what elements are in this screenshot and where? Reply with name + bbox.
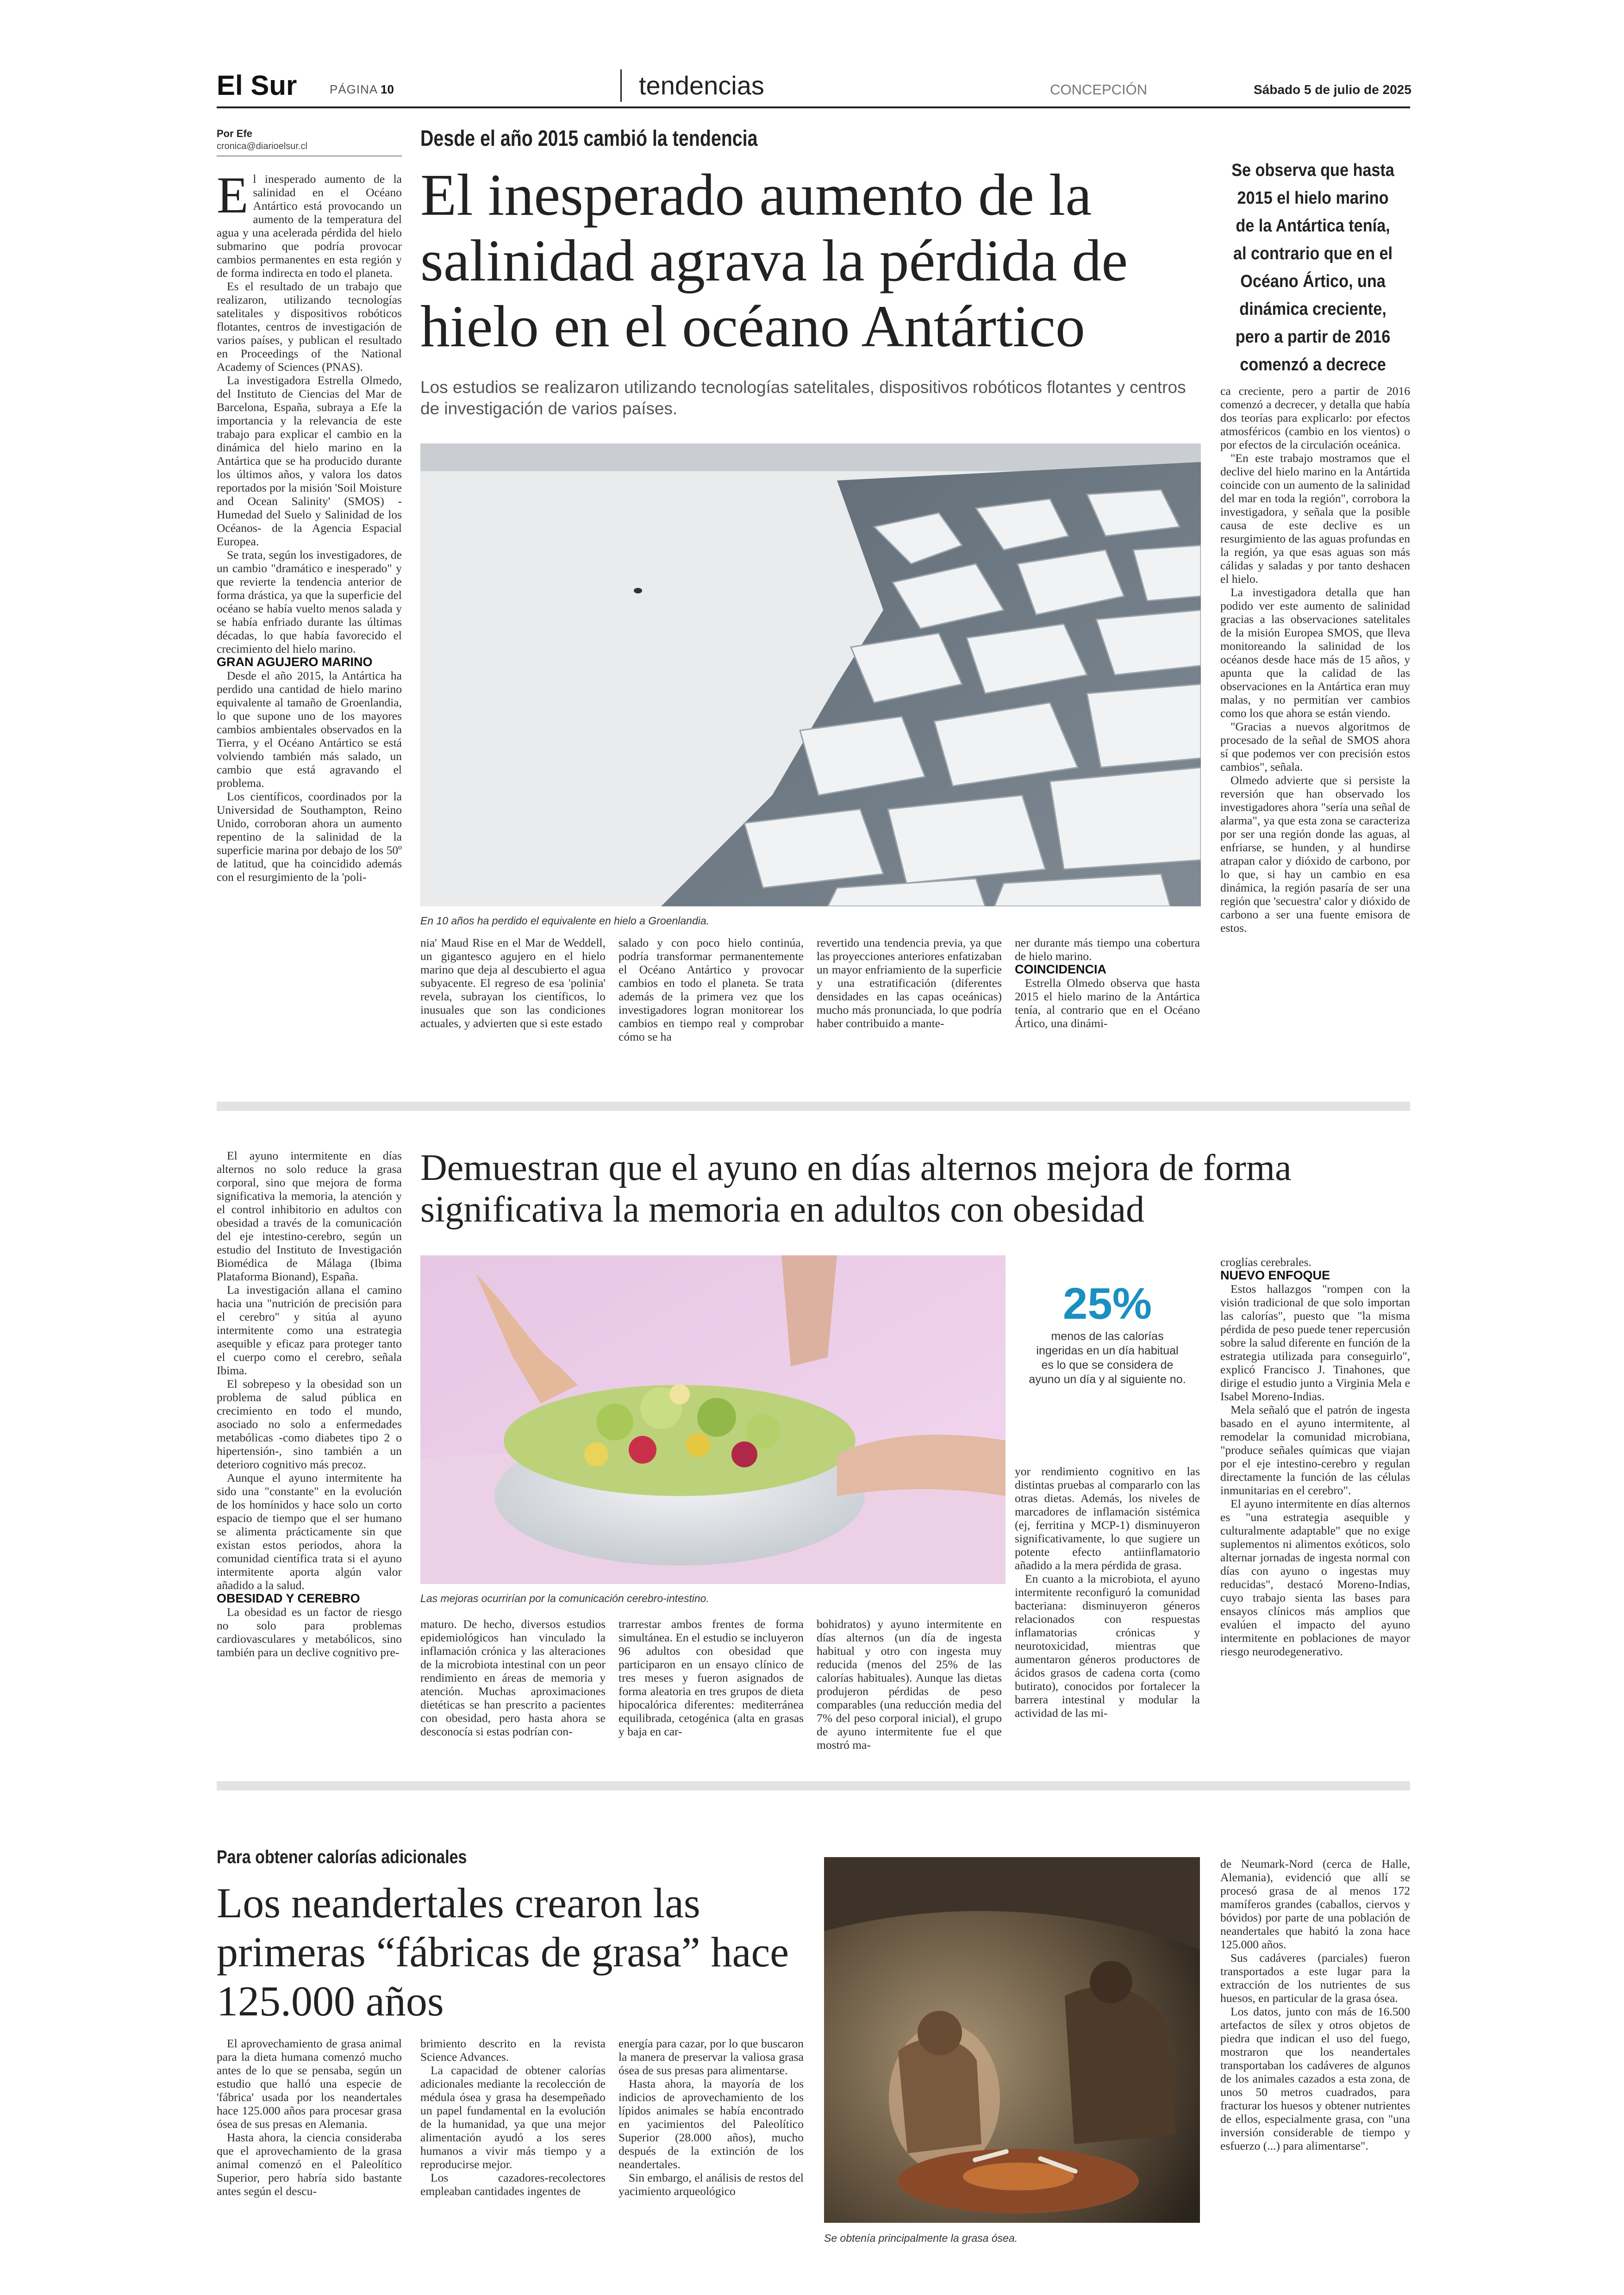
subhead-gran-agujero: GRAN AGUJERO MARINO	[217, 655, 373, 669]
article-column-4: revertido una tendencia previa, ya que las proyecciones anteriores enfatizaban un mayor enfriamiento de la superficie y una estratificación (diferentes densidades en las capas oceánicas) mucho más pronunciada, lo que podría haber contribuido a mante-	[817, 936, 1002, 1030]
article3-column-4: de Neumark-Nord (cerca de Halle, Alemania), evidenció que allí se procesó grasa de al menos 172 mamíferos grandes (caballos, ciervos y bóvidos) por parte de una población de neandertales que habitó la zona hace 125.000 años. Sus cadáveres (parciales) fueron transportados a este lugar para la extracción de los nutrientes de sus huesos, en particular de la grasa ósea. Los datos, junto con más de 16.500 artefactos de sílex y otros objetos de piedra que indican el uso del fuego, mostraron que los neandertales transportaban los cadáveres de algunos de los animales cazados a esta zona, de unos 50 metros cuadrados, para fracturar los huesos y obtener nutrientes de ellos, especialmente grasa, con "una inversión considerable de tiempo y esfuerzo (...) para alimentarse".	[1220, 1857, 1410, 2152]
article-column-5: ner durante más tiempo una cobertura de hielo marino. COINCIDENCIA Estrella Olmedo observa que hasta 2015 el hielo marino de la Antártica tenía, al contrario que en el Océano Ártico, una dinámi-	[1015, 936, 1200, 1030]
article2-column-1: El ayuno intermitente en días alternos no solo reduce la grasa corporal, sino que mejora de forma significativa la memoria, la atención y el control inhibitorio en adultos con obesidad a través de la comunicación del eje intestino-cerebro, según un estudio del Instituto de Investigación Biomédica de Málaga (Ibima Plataforma Bionand), España. La investigación allana el camino hacia una "nutrición de precisión para el cerebro" y sitúa al ayuno intermitente como una estrategia asequible y eficaz para proteger tanto el cuerpo como el cerebro, señala Ibima. El sobrepeso y la obesidad son un problema de salud pública en crecimiento en todo el mundo, asociado no solo a enfermedades metabólicas -como diabetes tipo 2 o hipertensión-, sino también a un deterioro cognitivo más precoz. Aunque el ayuno intermitente ha sido una "constante" en la evolución de los homínidos y hace solo un corto espacio de tiempo que el ser humano se alimenta prácticamente sin que existan estos periodos, ahora la comunidad científica trata si el ayuno intermitente aporta algún valor añadido a la salud. OBESIDAD Y CEREBRO La obesidad es un factor de riesgo no solo para problemas cardiovasculares y metabólicos, sino también para un declive cognitivo pre-	[217, 1149, 402, 1659]
article2-column-4: bohidratos) y ayuno intermitente en días alternos (un día de ingesta habitual y otro con ingesta muy reducida (menos del 25% de las calorías habituales). Aunque las dietas produjeron pérdidas de peso comparables (una reducción media del 7% del peso corporal inicial), el grupo de ayuno intermitente fue el que mostró ma-	[817, 1617, 1002, 1752]
byline-email: cronica@diarioelsur.cl	[217, 141, 307, 151]
page-number: 10	[381, 82, 394, 96]
neanderthal-illustration	[824, 1857, 1200, 2223]
kicker: Desde el año 2015 cambió la tendencia	[420, 126, 758, 151]
article2-column-5: yor rendimiento cognitivo en las distintas pruebas al compararlo con las otras dietas. Además, los niveles de marcadores de inflamación sistémica (ej, ferritina y MCP-1) disminuyeron significativamente, lo que sugiere un potente efecto antiinflamatorio añadido a la mera pérdida de grasa. En cuanto a la microbiota, el ayuno intermitente reconfiguró la comunidad bacteriana: disminuyeron géneros relacionados con respuestas inflamatorias crónicas y neurotoxicidad, mientras que aumentaron géneros productores de ácidos grasos de cadena corta (como butirato), conocidos por fortalecer la barrera intestinal y modular la actividad de las mi-	[1015, 1465, 1200, 1720]
pullquote: Se observa que hasta 2015 el hielo marino de la Antártica tenía, al contrario que en el Océano Ártico, una dinámica creciente, pero a partir de 2016 comenzó a decrece	[1231, 161, 1394, 374]
headline: El inesperado aumento de la salinidad agrava la pérdida de hielo en el océano Antártico	[420, 162, 1128, 359]
section-divider-2	[217, 1781, 1410, 1790]
headline-3: Los neandertales crearon las primeras “fábricas de grasa” hace 125.000 años	[217, 1879, 789, 2025]
article2-column-2: maturo. De hecho, diversos estudios epidemiológicos han vinculado la inflamación crónica y las alteraciones de la microbiota intestinal con un peor rendimiento en áreas de memoria y atención. Muchas aproximaciones dietéticas se han prescrito a pacientes con obesidad, pero hasta ahora se desconocía si estas podrían con-	[420, 1617, 606, 1738]
photo-caption: En 10 años ha perdido el equivalente en hielo a Groenlandia.	[420, 915, 710, 927]
stat-text: menos de las calorías ingeridas en un día habitual es lo que se considera de ayuno un día y al siguiente no.	[1029, 1330, 1186, 1386]
photo-caption-2: Las mejoras ocurrirían por la comunicación cerebro-intestino.	[420, 1592, 709, 1604]
header-rule	[217, 106, 1410, 108]
stat-value: 25%	[1062, 1279, 1152, 1328]
article3-column-3: energía para cazar, por lo que buscaron la manera de preservar la valiosa grasa ósea de sus presas para alimentarse. Hasta ahora, la mayoría de los indicios de aprovechamiento de los lípidos animales se había encontrado en yacimientos del Paleolítico Superior (28.000 años), mucho después de la extinción de los neandertales. Sin embargo, el análisis de restos del yacimiento arqueológico	[618, 2037, 804, 2198]
antarctic-ice-photo	[420, 443, 1201, 906]
date-label: Sábado 5 de julio de 2025	[1254, 82, 1412, 97]
article-column-2: nia' Maud Rise en el Mar de Weddell, un gigantesco agujero en el hielo marino que deja al descubierto el agua subyacente. El regreso de esa 'polinia' revela, subrayan los científicos, lo inusuales que son las condiciones actuales, y advierten que si este estado	[420, 936, 606, 1030]
photo-caption-3: Se obtenía principalmente la grasa ósea.	[824, 2232, 1018, 2244]
salad-photo	[420, 1255, 1006, 1584]
article2-column-3: trarrestar ambos frentes de forma simultánea. En el estudio se incluyeron 96 adultos con obesidad que participaron en un ensayo clínico de tres meses y fueron asignados de forma aleatoria en tres grupos de dieta hipocalórica diferentes: mediterránea equilibrada, cetogénica (alta en grasas y baja en car-	[618, 1617, 804, 1738]
header-divider	[620, 69, 622, 102]
section-name: tendencias	[639, 71, 764, 100]
newspaper-logo: El Sur	[217, 70, 297, 101]
city-label: CONCEPCIÓN	[1050, 81, 1148, 98]
subhead-nuevo-enfoque: NUEVO ENFOQUE	[1220, 1268, 1330, 1282]
article-column-6: ca creciente, pero a partir de 2016 comenzó a decrecer, y detalla que había dos teorías para explicarlo: por efectos atmosféricos (cambio en los vientos) o por efectos de la circulación oceánica. "En este trabajo mostramos que el declive del hielo marino en la Antártida coincide con un aumento de la salinidad del mar en toda la región", corrobora la investigadora, y señala que la posible causa de este declive es un resurgimiento de las aguas profundas en la región, ya que esas aguas son más cálidas y saladas y por tanto deshacen el hielo. La investigadora detalla que han podido ver este aumento de salinidad gracias a las observaciones satelitales de la misión Europea SMOS, que lleva monitoreando la salinidad de los océanos desde hace más de 15 años, y apunta que la calidad de las observaciones en la Antártica eran muy malas, y no permitían ver cambios como los que ahora se están viendo. "Gracias a nuevos algoritmos de procesado de la señal de SMOS ahora sí que podemos ver con precisión estos cambios", señala. Olmedo advierte que si persiste la reversión que han observado los investigadores ahora "sería una señal de alarma", ya que esta zona se caracteriza por ser una región donde las aguas, al enfriarse, se hunden, y al hundirse atrapan calor y dióxido de carbono, por lo que, si hay un cambio en esa dinámica, la región pasaría de ser una región que 'secuestra' calor y dióxido de carbono a ser una fuente emisora de estos.	[1220, 384, 1410, 935]
article-column-3: salado y con poco hielo continúa, podría transformar permanentemente el Océano Antártico y provocar cambios en todo el planeta. Se trata además de la primera vez que los investigadores logran monitorear los cambios en tiempo real y comprobar cómo se ha	[618, 936, 804, 1043]
headline-2: Demuestran que el ayuno en días alternos mejora de forma significativa la memoria en adultos con obesidad	[420, 1148, 1292, 1230]
page-label: PÁGINA	[330, 82, 378, 96]
deck: Los estudios se realizaron utilizando tecnologías satelitales, dispositivos robóticos flotantes y centros de investigación de varios países.	[420, 378, 1186, 418]
article2-column-6: croglías cerebrales. NUEVO ENFOQUE Estos hallazgos "rompen con la visión tradicional de que solo importan las calorías", puesto que "la misma pérdida de peso puede tener repercusión sobre la salud diferente en función de la estrategia utilizada para conseguirlo", explicó Francisco J. Tinahones, que dirige el estudio junto a Virginia Mela e Isabel Moreno-Indias. Mela señaló que el patrón de ingesta basado en el ayuno intermitente, al remodelar la comunidad microbiana, "produce señales químicas que viajan por el eje intestino-cerebro y regulan directamente la función de las células inmunitarias en el cerebro". El ayuno intermitente en días alternos es "una estrategia asequible y culturalmente adaptable" que no exige suplementos ni alimentos exóticos, solo alternar jornadas de ingesta normal con días con ayuno o ingestas muy reducidas", destacó Moreno-Indias, cuyo trabajo sienta las bases para ensayos clínicos más amplios que evalúen el impacto del ayuno intermitente en poblaciones de mayor riesgo neurodegenerativo.	[1220, 1255, 1410, 1658]
byline: Por Efe	[217, 128, 253, 139]
subhead-obesidad: OBESIDAD Y CEREBRO	[217, 1591, 360, 1605]
section-divider-1	[217, 1102, 1410, 1111]
kicker-3: Para obtener calorías adicionales	[217, 1847, 467, 1867]
article3-column-2: brimiento descrito en la revista Science Advances. La capacidad de obtener calorías adicionales mediante la recolección de médula ósea y grasa ha desempeñado un papel fundamental en la evolución de la humanidad, ya que una mejor alimentación ayudó a los seres humanos a vivir más tiempo y a reproducirse mejor. Los cazadores-recolectores empleaban cantidades ingentes de	[420, 2037, 606, 2198]
article-column-1: El inesperado aumento de la salinidad en el Océano Antártico está provocando un aumento de la temperatura del agua y una acelerada pérdida del hielo submarino que podría provocar cambios permanentes en esta región y de forma indirecta en todo el planeta. Es el resultado de un trabajo que realizaron, utilizando tecnologías satelitales y dispositivos robóticos flotantes, centros de investigación de varios países, y publican el resultado en Proceedings of the National Academy of Sciences (PNAS). La investigadora Estrella Olmedo, del Instituto de Ciencias del Mar de Barcelona, España, subraya a Efe la importancia y la relevancia de este trabajo para explicar el cambio en la dinámica del hielo marino en la Antártica que se ha producido durante los últimos años, y valora los datos reportados por la misión 'Soil Moisture and Ocean Salinity' (SMOS) - Humedad del Suelo y Salinidad de los Océanos- de la Agencia Espacial Europea. Se trata, según los investigadores, de un cambio "dramático e inesperado" y que revierte la tendencia anterior de forma drástica, ya que la superficie del océano se había vuelto menos salada y se había enfriado durante las últimas décadas, lo que había favorecido el crecimiento del hielo marino. GRAN AGUJERO MARINO Desde el año 2015, la Antártica ha perdido una cantidad de hielo marino equivalente al tamaño de Groenlandia, lo que supone uno de los mayores cambios ambientales observados en la Tierra, y el Océano Antártico se está volviendo también más salado, un cambio que está agravando el problema. Los científicos, coordinados por la Universidad de Southampton, Reino Unido, corroboran ahora un aumento repentino de la salinidad de la superficie marina por debajo de los 50º de latitud, que ha coincidido además con el resurgimiento de la 'poli-	[217, 172, 402, 884]
article3-column-1: El aprovechamiento de grasa animal para la dieta humana comenzó mucho antes de lo que se pensaba, según un estudio que halló una especie de 'fábrica' usada por los neandertales hace 125.000 años para procesar grasa ósea de sus presas en Alemania. Hasta ahora, la ciencia consideraba que el aprovechamiento de la grasa animal comenzó en el Paleolítico Superior, pero habría sido bastante antes según el descu-	[217, 2037, 402, 2198]
subhead-coincidencia: COINCIDENCIA	[1015, 962, 1107, 976]
